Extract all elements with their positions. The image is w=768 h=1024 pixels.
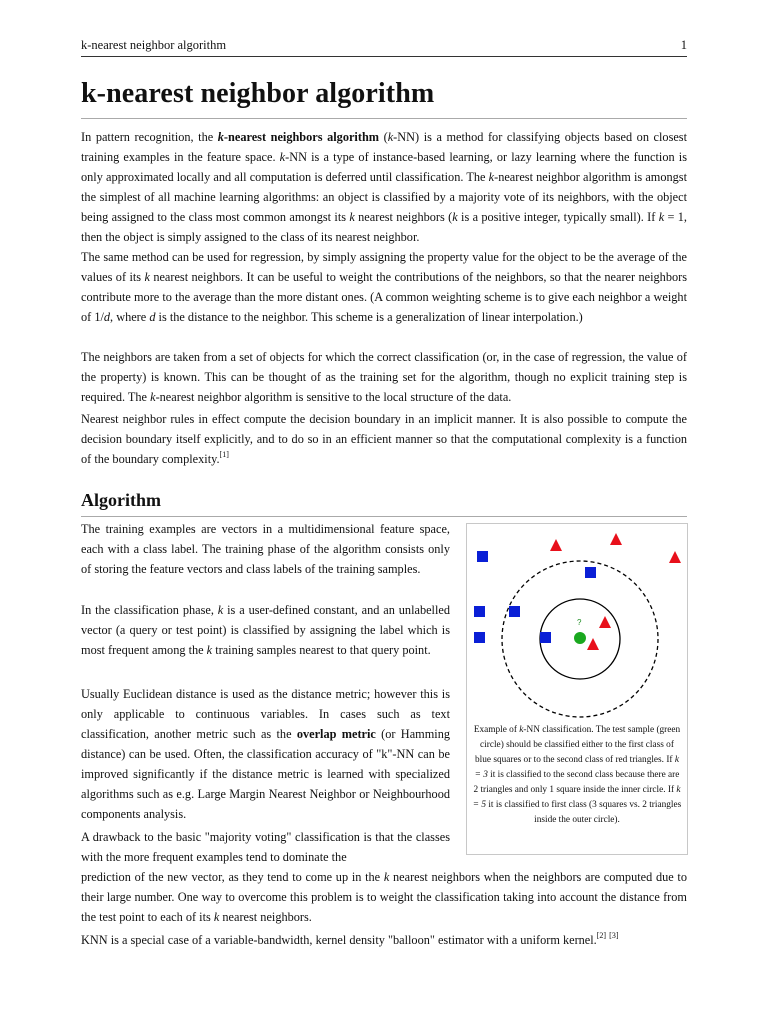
algorithm-paragraph-3: Usually Euclidean distance is used as the distance metric; however this is only applicable to continuous variables. In cases such as text classification, another metric such as the overlap metric (or Hamming distance) can be used. Often, the classification accuracy of "k"-NN can be improved significantly if the distance metric is learned with specialized algorithms such as e.g. Large Margin Nearest Neighbor or Neighbourhood components analysis. [81, 687, 450, 821]
red-triangle-1 [550, 539, 562, 551]
section-divider [81, 516, 687, 517]
blue-square-4 [509, 606, 520, 617]
algorithm-paragraph-2: In the classification phase, k is a user-defined constant, and an unlabelled vector (a query or test point) is classified by assigning the label which is most frequent among the k training samples nearest to that query point. [81, 603, 450, 657]
knn-diagram [467, 524, 687, 724]
intro-paragraph-2: The same method can be used for regression, by simply assigning the property value for the object to be the average of the values of its k nearest neighbors. It can be useful to weight the contributions of the neighbors, so that the nearer neighbors contribute more to the average than the more distant ones. (A common weighting scheme is to give each neighbor a weight of 1/d, where d is the distance to the neighbor. This scheme is a generalization of linear interpolation.) [81, 250, 687, 324]
figure-caption: Example of k-NN classification. The test sample (green circle) should be classified either to the first class of blue squares or to the second class of red triangles. If k = 3 it is classified to the second class because there are 2 triangles and only 1 square inside the inner circle. If k = 5 it is classified to first class (3 squares vs. 2 triangles inside the outer circle). [472, 725, 682, 825]
blue-square-2 [585, 567, 596, 578]
blue-square-3 [474, 606, 485, 617]
page-title: k-nearest neighbor algorithm [81, 78, 435, 109]
algorithm-paragraph-1: The training examples are vectors in a multidimensional feature space, each with a class label. The training phase of the algorithm consists only of storing the feature vectors and class labels of the training samples. [81, 522, 450, 576]
red-triangle-5 [587, 638, 599, 650]
algorithm-paragraph-4-end: prediction of the new vector, as they tend to come up in the k nearest neighbors when the neighbors are computed due to their large number. One way to overcome this problem is to weight the classification taking into account the distance from the test point to each of its k nearest neighbors. [81, 870, 687, 924]
intro-paragraph-1: In pattern recognition, the k-nearest neighbors algorithm (k-NN) is a method for classifying objects based on closest training examples in the feature space. k-NN is a type of instance-based learning, or lazy learning where the function is only approximated locally and all computation is deferred until classification. The k-nearest neighbor algorithm is amongst the simplest of all machine learning algorithms: an object is classified by a majority vote of its neighbors, with the object being assigned to the class most common amongst its k nearest neighbors (k is a positive integer, typically small). If k = 1, then the object is simply assigned to the class of its nearest neighbor. [81, 130, 688, 244]
reference-2[interactable]: [2] [596, 931, 607, 940]
knn-figure [466, 523, 688, 855]
algorithm-heading: Algorithm [81, 490, 161, 510]
running-header [81, 36, 687, 54]
intro-paragraph-4: Nearest neighbor rules in effect compute the decision boundary in an implicit manner. It is also possible to compute the decision boundary itself explicitly, and to do so in an efficient manner so that the computational complexity is a function of the boundary complexity.[1] [81, 412, 687, 466]
blue-square-6 [540, 632, 551, 643]
running-header-title: k-nearest neighbor algorithm [81, 38, 227, 52]
algorithm-paragraph-5: KNN is a special case of a variable-bandwidth, kernel density "balloon" estimator with a uniform kernel.[2] [3] [81, 931, 619, 947]
test-sample-green-circle [574, 632, 586, 644]
red-triangle-2 [610, 533, 622, 545]
red-triangle-3 [669, 551, 681, 563]
header-divider [81, 56, 687, 57]
reference-1[interactable]: [1] [219, 450, 229, 459]
blue-square-5 [474, 632, 485, 643]
page-number: 1 [680, 38, 687, 52]
blue-square-1 [477, 551, 488, 562]
intro-paragraph-3: The neighbors are taken from a set of objects for which the correct classification (or, in the case of regression, the value of the property) is known. This can be thought of as the training set for the algorithm, though no explicit training step is required. The k-nearest neighbor algorithm is sensitive to the local structure of the data. [81, 350, 687, 404]
title-divider [81, 118, 687, 119]
algorithm-paragraph-4-start: A drawback to the basic "majority voting" classification is that the classes with the more frequent examples tend to dominate the [81, 830, 450, 864]
red-triangle-4 [599, 616, 611, 628]
reference-3[interactable]: [3] [609, 931, 619, 940]
query-label: ? [577, 618, 582, 627]
